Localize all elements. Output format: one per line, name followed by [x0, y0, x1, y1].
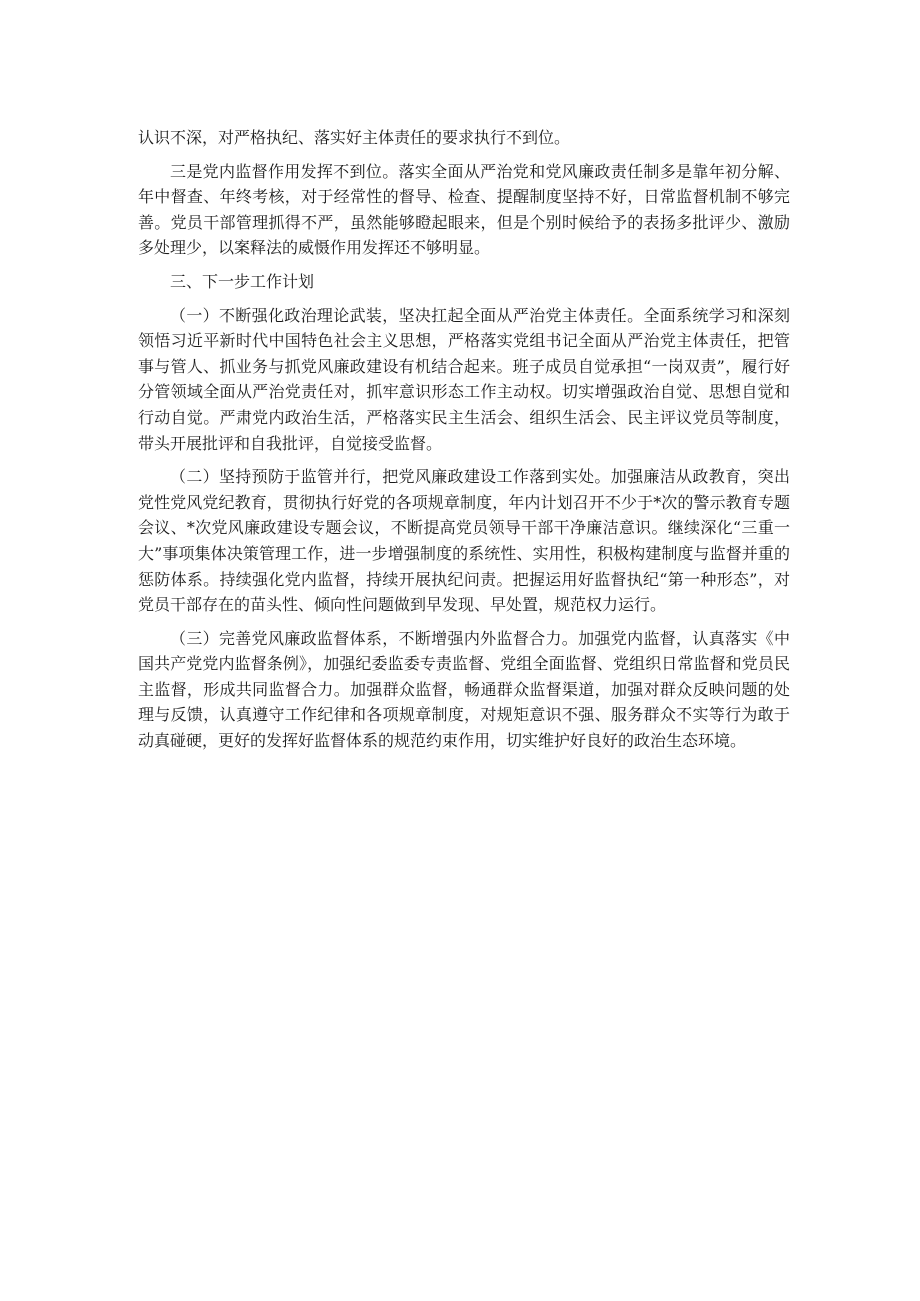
paragraph-supervision-issue: 三是党内监督作用发挥不到位。落实全面从严治党和党风廉政责任制多是靠年初分解、年中督查、年终考核，对于经常性的督导、检查、提醒制度坚持不好，日常监督机制不够完善。党员干部管理抓得不严，虽然能够瞪起眼来，但是个别时候给予的表扬多批评少、激励多处理少，以案释法的威慑作用发挥还不够明显。 — [138, 161, 790, 258]
paragraph-continuation: 认识不深，对严格执纪、落实好主体责任的要求执行不到位。 — [138, 128, 571, 147]
section-heading-next-steps: 三、下一步工作计划 — [170, 271, 315, 291]
paragraph-plan-2: （二）坚持预防于监管并行，把党风廉政建设工作落到实处。加强廉洁从政教育，突出党性党风党纪教育，贯彻执行好党的各项规章制度，年内计划召开不少于*次的警示教育专题会议、*次党风廉政建设专题会议，不断提高党员领导干部干净廉洁意识。继续深化“三重一大”事项集体决策管理工作，进一步增强制度的系统性、实用性，积极构建制度与监督并重的惩防体系。持续强化党内监督，持续开展执纪问责。把握运用好监督执纪“第一种形态”，对党员干部存在的苗头性、倾向性问题做到早发现、早处置，规范权力运行。 — [138, 467, 790, 615]
document-body — [138, 125, 790, 762]
paragraph-plan-1: （一）不断强化政治理论武装，坚决扛起全面从严治党主体责任。全面系统学习和深刻领悟习近平新时代中国特色社会主义思想，严格落实党组书记全面从严治党主体责任，把管事与管人、抓业务与抓党风廉政建设有机结合起来。班子成员自觉承担“一岗双责”，履行好分管领域全面从严治党责任对，抓牢意识形态工作主动权。切实增强政治自觉、思想自觉和行动自觉。严肃党内政治生活，严格落实民主生活会、组织生活会、民主评议党员等制度，带头开展批评和自我批评，自觉接受监督。 — [138, 305, 790, 453]
paragraph-plan-3: （三）完善党风廉政监督体系，不断增强内外监督合力。加强党内监督，认真落实《中国共产党党内监督条例》，加强纪委监委专责监督、党组全面监督、党组织日常监督和党员民主监督，形成共同监督合力。加强群众监督，畅通群众监督渠道，加强对群众反映问题的处理与反馈，认真遵守工作纪律和各项规章制度，对规矩意识不强、服务群众不实等行为敢于动真碰硬，更好的发挥好监督体系的规范约束作用，切实维护好良好的政治生态环境。 — [138, 628, 790, 751]
